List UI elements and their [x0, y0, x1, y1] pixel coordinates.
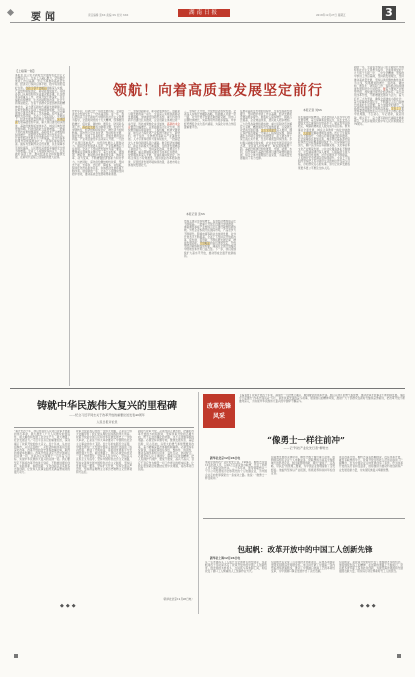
header-diamond-ornament: [7, 9, 14, 16]
lead-text-col-4: 在推动高质量发展的进程中，全省坚持新发展理念，坚持稳中求进工作总基调，经济发展质量效益稳步提升。财政收入保持增长，税收占比提高，企业效益改善，居民收入稳步增加。三大攻坚战取得积极成效，重大风险防范化解有力有效，精准脱贫攻坚成效显著，污染防治攻坚战全面打响。生态文明建设深入推进，湘江保护和治理第一号重点工程持续实施，洞庭湖生态环境专项整治成效明显，蓝天碧水净土保卫战扎实开展，生态环境质量持续改善。乡村振兴战略全面实施，农业农村发展呈现良好态势，农民收入较快增长，城乡面貌焕然一新。基础设施建设加快推进，交通、能源、水利、信息等重大基础设施项目建设取得积极进展，综合立体交通网络日益完善，为高质量发展提供了有力支撑。: [240, 110, 292, 161]
quote-text-col-1: 他是中国科技产业化的先行者。1984年，柳传志带领10名科技人员，以20万元起家创办联想，开启了科研人员下海创业的先河。三十多年来，他带领联想从一个小公司发展成为全球领先的个人电脑企业，为中国企业走向世界探索出一条成功之路。他说：“像勇士一样往前冲。”: [205, 461, 267, 480]
quote-headline: “像勇士一样往前冲”: [267, 436, 345, 446]
lead-byline-right: 本报记者 刘XX: [303, 108, 322, 112]
footer-ornament-right: ◆◆◆: [360, 603, 378, 609]
header-rule: [10, 22, 405, 23]
footer-square-right: [397, 654, 401, 658]
sidebar-title: 【上接第一版】: [15, 69, 37, 73]
lead-text-col-2: 一、坚持创新驱动，新动能加快成长。创新是引领发展的第一动力，全省深入实施创新驱动发展战略，加快建设创新型省份。重大科技创新平台建设扎实推进，企业创新主体地位进一步凸显，科技成果转化步伐加快，高新技术企业数量大幅增长。以智能制造为主攻方向，加快推进制造强省建设，工程机械、轨道交通装备、航空动力等优势产业集群不断壮大，新材料、电子信息、生物医药等新兴产业蓬勃发展。人才引进和培养力度持续加大，一批高层次人才和创新团队落户湖南。数字经济加速崛起，新业态新模式不断涌现，为经济发展增添了新的活力。二、坚持深化改革，发展活力不断增强。重点领域和关键环节改革扎实推进，放管服改革深入开展，营商环境持续优化，市场主体活力有效激发。国资国企改革稳步推进，民营经济发展环境持续改善，各类市场主体加快发展壮大。: [128, 110, 180, 167]
feature-left-col-2: 改革开放是我们党的一次伟大觉醒，正是这个伟大觉醒孕育了我们党从理论到实践的伟大创造。改革开放是中国人民和中华民族发展史上一次伟大革命，正是这个伟大革命推动了中国特色社会主义事业的伟大飞跃。四十年的实践充分证明，中国发展为广大发展中国家走向现代化提供了成功经验、展现了光明前景，是促进世界和平与发展的强大力量。前进道路上，我们必须坚持党对一切工作的领导，坚持以人民为中心，坚持以马克思主义为指导，坚持中国特色社会主义道路，坚持完善和发展中国特色社会主义制度，坚持以发展为第一要务，坚持扩大开放，坚持全面从严治党，坚持辩证唯物主义和历史唯物主义世界观和方法论。: [76, 430, 132, 475]
pioneer-tag-line-1: 改革先锋: [206, 403, 231, 410]
feature-right-intro: 【编者按】改革开放四十年来，涌现出一大批勇立潮头、敢闯敢试的改革先锋。他们以非凡的勇气和智慧，推动改革开放事业不断向前发展。本报今日起推出“改革先锋风采”专栏，讲述改革先锋的奋斗故事，展现他们的精神风貌，激励广大干部群众在新时代继续奋勇前进，把改革开放不断推向深入，为实现中华民族伟大复兴的中国梦不懈奋斗。: [239, 394, 405, 404]
feature-left-subheadline: ——纪念习近平同志关于改革开放的重要论述发表40周年: [69, 413, 145, 417]
section-title: 要闻: [31, 12, 59, 23]
quote-text-col-2: 在联想发展的关键时刻，柳传志敢于做出重大决策，收购国际知名企业个人电脑业务，使联想成为具有全球影响力的科技企业。他注重管理创新，提出“建班子、定战略、带队伍”的管理三要素，为中国企业管理提供了宝贵经验。他始终坚持以产业报国，积极培养和扶持年轻创业者。: [271, 456, 335, 475]
masthead-logo: [178, 9, 230, 17]
lead-text-col-6: 新的一年，全省将坚持以习近平新时代中国特色社会主义思想为指导，全面贯彻党的十九大和十九届二中、三中全会精神，坚持稳中求进工作总基调，坚持新发展理念，坚持推动高质量发展，坚持以供给侧结构性改革为主线，统筹推进稳增长、促改革、调结构、惠民生、防风险工作，保持经济持续健康发展和社会大局稳定。要着力推进产业转型升级，加快建设现代化经济体系；着力深化改革开放，不断增强发展动力活力；着力打好三大攻坚战，确保全面建成小康社会；着力保障和改善民生，不断满足人民日益增长的美好生活需要；着力加强党的建设，为高质量发展提供坚强政治保证。全省上下要更加紧密地团结在以习近平同志为核心的党中央周围，不忘初心、牢记使命，锐意进取、埋头苦干，奋力谱写新时代湖南发展新篇章，以优异成绩庆祝中华人民共和国成立70周年。: [354, 66, 404, 126]
feature-left-col-1: “看过去四十年，我们党领导人民进行改革开放新的伟大革命，极大激发了广大人民群众的创造性，极大解放和发展了社会生产力，极大增强了社会发展活力。”习近平总书记的重要论述，深刻揭示了改革开放的伟大意义。四十年来，从农村到城市，从试点到推广，从经济体制改革到全面深化改革，改革开放的历史进程波澜壮阔，取得的成就举世瞩目。改革开放是决定当代中国命运的关键一招，也是决定实现两个一百年奋斗目标、实现中华民族伟大复兴的关键一招。我们要坚定不移将改革开放进行到底，不断推进理论创新、实践创新、制度创新、文化创新以及其他各方面创新，让党和人民事业始终充满奋勇前进的强大动力。: [14, 430, 70, 475]
bottom-headline: 包起帆：改革开放中的中国工人创新先锋: [237, 545, 373, 554]
lead-text-col-5: 民生福祉持续增进。全省坚持以人民为中心的发展思想，着力保障和改善民生，民生支出占财政支出比重保持在较高水平。就业形势总体稳定，城镇新增就业人数完成年度目标。教育事业全面发展，城乡义务教育一体化加快推进，大班额化解取得明显成效。医疗卫生服务能力不断提升，分级诊疗制度建设稳步推进。社会保障体系更加完善，城乡居民基本养老保险和医疗保险覆盖面持续扩大。住房保障力度加大，棚户区改造任务超额完成。文化事业和文化产业繁荣发展，公共文化服务体系不断健全。平安湖南建设深入推进，扫黑除恶专项斗争取得阶段性成效，社会治理水平不断提高，人民群众安全感满意度持续提升。全省上下将始终坚持把人民对美好生活的向往作为奋斗目标，办好群众关心的实事，努力让改革发展成果更多更公平惠及全体人民。: [298, 116, 350, 170]
quote-subhead: ——记“科技产业化先行者”柳传志: [283, 446, 329, 450]
lead-text-col-3: 三、坚持扩大开放，开放型经济加快发展。全省深入实施开放崛起战略，积极融入共建一带一路，对外开放平台建设取得新突破，进出口总额较快增长，实际利用外资稳步提高。中非经贸博览会永久落户湖南，为深化对非合作搭建重要平台。: [184, 110, 236, 129]
column-divider-1: [69, 66, 70, 386]
feature-right-rule: [203, 518, 405, 519]
pioneer-tag-line-2: 风采: [212, 413, 225, 420]
lead-text-col-1: 岁末年初，回望过去一年的发展历程，全省经济社会发展交出了一份亮丽答卷。这一年，我们坚持以习近平新时代中国特色社会主义思想为指导，全面贯彻党的十九大精神，统筹推进稳增长、促改革、调结构、惠民生、防风险各项工作。高质量发展成为鲜明主题，发展方式加快转变，经济结构持续优化，增长动力加快转换。各市州立足自身优势，坚持特色发展、错位发展，形成了各具特色、竞相发展的良好局面。产业项目建设年活动深入开展，一大批产业项目落地投产，为经济发展注入强劲动力。园区经济发展势头良好，产业集聚效应日益显现。全省上下坚持把发展作为第一要务，聚焦重点领域和关键环节，着力补短板、强弱项、增后劲，推动经济发展质量变革、效率变革、动力变革，不断增强经济创新力和竞争力。与此同时，深化供给侧结构性改革，坚持去产能、去库存、去杠杆、降成本、补短板，持续优化市场供求关系，实体经济发展环境不断改善。展望新的一年，全省上下将继续坚持稳中求进，推动高质量发展取得新进展。: [72, 110, 124, 177]
page-number: 3: [385, 6, 393, 19]
feature-left-rule: [14, 427, 194, 428]
dateline-2: 新华社上海12月26日电: [210, 556, 241, 560]
header-date: 2018年12月27日 星期五: [316, 14, 346, 17]
bottom-text-col-1: 从一名普通码头工人成长为全国著名的发明家，包起帆用四十年时间书写了改革开放中的中国工人创新传奇。他发明的木材抓斗、生铁抓斗等装卸工具，彻底改变了港口工人繁重的人工装卸作业方式。: [205, 561, 267, 574]
feature-left-footer: （新华社北京12月26日电）: [161, 598, 194, 601]
section-separator: [10, 388, 405, 389]
lead-text-col-3b: 市场主体总量持续增长，民营经济增加值占比不断提高。一批重大开放平台建设加快推进，湘南湘西承接产业转移示范区建设取得积极成效。外贸企业积极开拓国际市场，产品竞争力不断提升。跨境电商等新业态快速发展，对外开放水平不断提高。全省上下坚持以开放促改革、促发展、促创新，不断拓展发展空间，增强发展动能。开放崛起的步伐更加坚定，开放型经济新体制加快构建，湖南在全国开放格局中的地位和作用日益凸显。下一步，我们将继续扩大高水平开放，推动形成全面开放新格局。: [184, 220, 236, 258]
bottom-text-col-3: 包起帆说，是改革开放的时代给了他施展才华的机会。他将继续发扬工匠精神，在创新的道路上不断前行，带动更多青年职工投身技术创新，为建设海洋强国和交通强国贡献力量，用实际行动诠释新时代工人的担当。: [339, 561, 403, 574]
dateline-1: 新华社北京12月26日电: [210, 456, 241, 460]
sidebar-text: 本报讯 在习近平新时代中国特色社会主义思想指引下，全省上下凝心聚力，坚持稳中求进工作总基调，坚定不移推动高质量发展，经济运行保持总体平稳、稳中有进的良好态势。创新引领开放崛起战略深入实施，产业结构持续优化，新动能加快成长。各地各部门认真贯彻落实省委决策部署，扎实推进各项重点工作，改革开放不断深化，民生福祉持续增进，生态环境明显改善，社会大局和谐稳定。全省干部群众以更加昂扬的精神状态，奋力谱写新时代湖南发展新篇章。改革发展稳定各项工作取得新成效，为全面建成小康社会奠定了坚实基础。面对复杂严峻的外部环境，全省上下坚定信心、迎难而上，经济发展质量和效益不断提升。实体经济发展基础更加牢固，重大项目建设稳步推进，基础设施短板加快补齐，城乡区域发展更加协调。科技创新能力显著增强，一批重大科技成果相继涌现，高新技术产业增加值持续增长，创新型省份建设迈出坚实步伐。开放型经济发展水平不断提高，对外贸易和利用外资规模稳步扩大，营商环境持续改善。脱贫攻坚取得决定性进展，民生保障水平持续提高，人民群众获得感幸福感安全感不断增强。全省上下将继续保持定力，扎实做好各项工作，推动经济社会持续健康发展，在新时代征程上创造新的更大业绩。: [15, 74, 65, 160]
masthead-text: 湖南日报: [188, 10, 219, 16]
footer-square-left: [14, 654, 18, 658]
feature-divider: [198, 392, 199, 614]
feature-left-col-3: 新时代改革开放，必须坚持正确方向，把握好改革开放的方向和原则，坚持改革开放的正确方向，既不走封闭僵化的老路，也不走改旗易帜的邪路。必须坚持问题导向，聚焦发展所需、基层所盼、民心所向，以更大的勇气和智慧推进改革，着力破解深层次体制机制障碍。必须坚持系统谋划，注重改革的系统性、整体性、协同性，推动各项改革相互促进、良性互动、协同配合。必须坚持人民主体地位，尊重人民首创精神，把人民拥护不拥护、赞成不赞成、高兴不高兴、答应不答应作为衡量一切工作得失的根本标准。让我们更加紧密地团结在党中央周围，将改革进行到底。: [138, 430, 194, 471]
bottom-text-col-2: 包起帆先后完成了百余项技术创新项目，获得多项国家发明奖和国际发明展金奖。他主持开辟了中国第一条内贸标准集装箱航线，推动了中国港口装卸工艺的革命性变革，为中国港口事业发展作出了突出贡献。: [271, 561, 335, 574]
footer-ornament-left: ◆◆◆: [60, 603, 78, 609]
feature-left-source: 人民日报评论员: [96, 420, 118, 424]
page-header: [0, 8, 415, 48]
pioneer-tag: [203, 394, 235, 428]
lead-headline: 领航！向着高质量发展坚定前行: [113, 83, 323, 99]
page-number-box: [382, 6, 396, 20]
lead-byline-left: 本报记者 张XX: [186, 212, 205, 216]
quote-text-col-3: 谈及改革开放，柳传志深有感触地说，没有改革开放，就没有联想的今天。改革开放为科技人员创业提供了广阔舞台，也为中国企业走向世界创造了条件。作为改革开放的亲历者和受益者，他将继续为推动科技创新和产业发展贡献力量，为实现民族复兴奉献智慧。: [339, 456, 403, 472]
header-meta-line: 责任编辑 张XX 美编 XX 校对 XXX: [88, 14, 129, 17]
feature-left-headline: 铸就中华民族伟大复兴的里程碑: [37, 401, 177, 412]
